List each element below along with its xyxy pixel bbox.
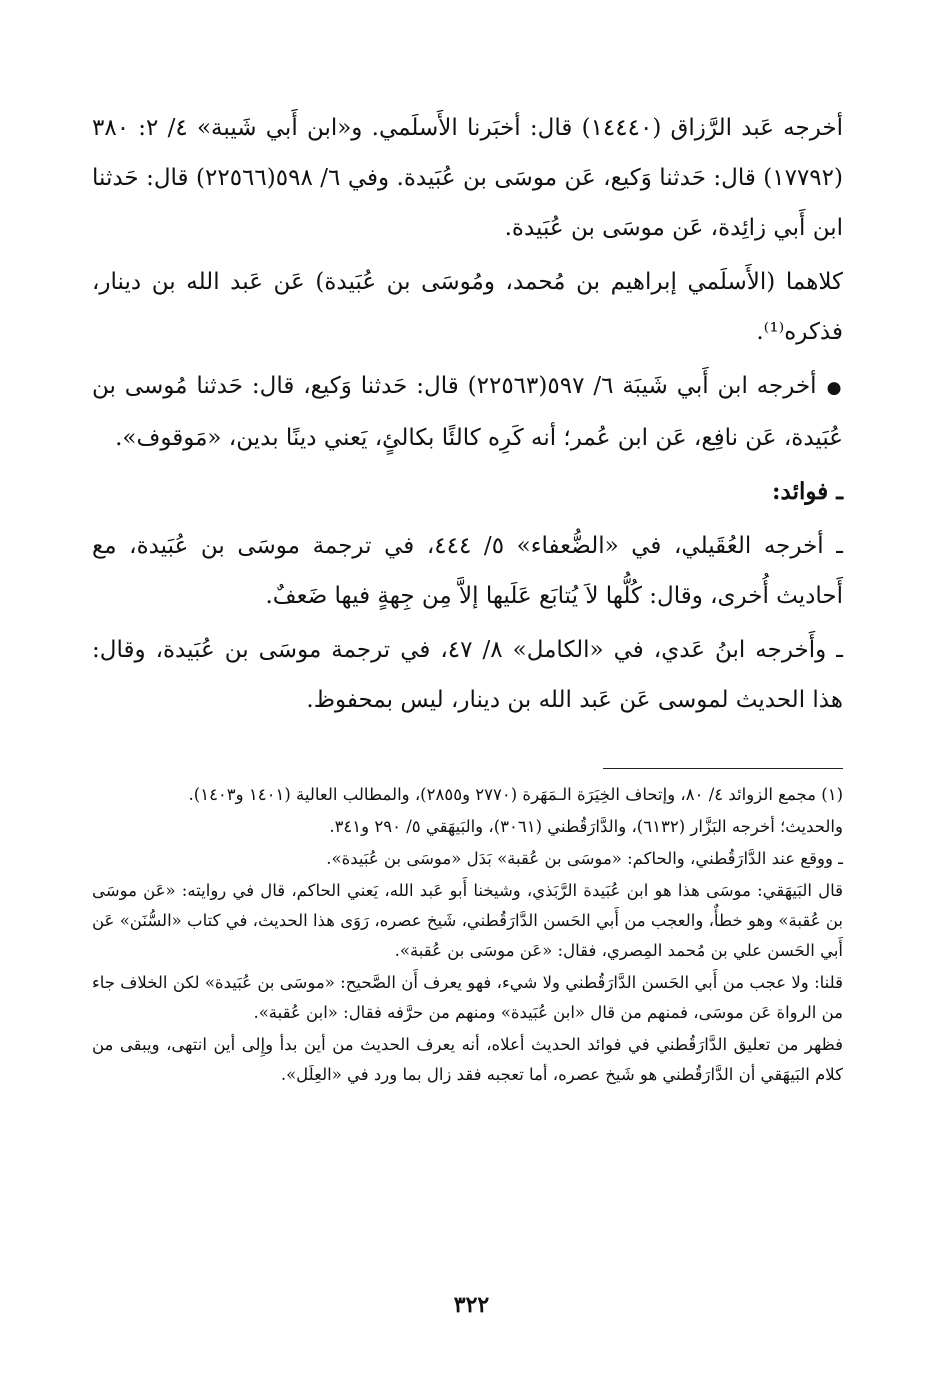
footnotes — [92, 780, 843, 1092]
bullet-paragraph — [92, 361, 843, 463]
footnote-3: ـ ووقع عند الدَّارَقُطني، والحاكم: «موسَى بن عُقبة» بَدَل «موسَى بن عُبَيدة». — [326, 849, 843, 868]
section-heading: ـ فوائد: — [772, 478, 843, 505]
footnote-1: (١) مجمع الزوائد ٤/ ٨٠، وإتحاف الخِيَرَة الـمَهَرة (٢٧٧٠ و٢٨٥٥)، والمطالب العالية (١٤٠١ و١٤٠٣). — [188, 785, 843, 804]
paragraph-1: أخرجه عَبد الرَّزاق (١٤٤٤٠) قال: أخبَرنا الأَسلَمي. و«ابن أَبي شَيبة» ٤/ ٢: ٣٨٠ (١٧٧٩٢) قال: حَدثنا وَكيع، عَن موسَى بن عُبَيدة. وفي ٦/ ٥٩٨(٢٢٥٦٦) قال: حَدثنا ابن أَبي زائِدة، عَن موسَى بن عُبَيدة. — [92, 115, 844, 241]
footnote-2: والحديث؛ أخرجه البَزَّار (٦١٣٢)، والدَّارَقُطني (٣٠٦١)، والبَيهَقي ٥/ ٢٩٠ و٣٤١. — [329, 817, 843, 836]
paragraph-5: ـ وأَخرجه ابنُ عَدي، في «الكامل» ٨/ ٤٧، في ترجمة موسَى بن عُبَيدة، وقال: هذا الحديث لموسى عَن عَبد الله بن دينار، ليس بمحفوظ. — [92, 637, 843, 713]
footnote-5: قلنا: ولا عجب من أَبي الحَسن الدَّارَقُطني ولا شيء، فهو يعرف أَن الصَّحيح: «موسَى بن عُبَيدة» لكن الخلاف جاء من الرواة عَن موسَى، فمنهم من قال «ابن عُبَيدة» ومنهم من حرَّفه فقال: «ابن عُقبة». — [92, 973, 843, 1022]
footnote-6: فظهر من تعليق الدَّارَقُطني في فوائد الحديث أعلاه، أنه يعرف الحديث من أين بدأ وإِلى أين انتهى، ويبقى من كلام البَيهَقي أن الدَّارَقُطني هو شَيخ عصره، أما تعجبه فقد زال بما ورد في «العِلَل». — [92, 1035, 843, 1084]
bullet-paragraph-text: أخرجه ابن أَبي شَيبَة ٦/ ٥٩٧(٢٢٥٦٣) قال: حَدثنا وَكيع، قال: حَدثنا مُوسى بن عُبَيدة، عَن نافِع، عَن ابن عُمر؛ أنه كَرِه كالئًا بكالئٍ، يَعني دينًا بدين، «مَوقوف». — [92, 373, 843, 451]
page-number: ٣٢٢ — [453, 1292, 490, 1318]
paragraph-2: كلاهما (الأَسلَمي إبراهيم بن مُحمد، ومُوسَى بن عُبَيدة) عَن عَبد الله بن دينار، فذكره⁽¹⁾. — [92, 269, 843, 345]
main-text — [92, 103, 843, 729]
footnote-divider — [603, 768, 843, 769]
footnote-4: قال البَيهَقي: موسَى هذا هو ابن عُبَيدة الرَّبَذي، وشيخنا أَبو عَبد الله، يَعني الحاكم، قال في روايته: «عَن موسَى بن عُقبة» وهو خطأٌ، والعجب من أَبي الحَسن الدَّارَقُطني، شَيخ عصره، رَوَى هذا الحديث، في كتاب «السُّنَن» عَن أَبي الحَسن علي بن مُحمد المِصري، فقال: «عَن موسَى بن عُقبة». — [92, 881, 843, 960]
paragraph-4: ـ أخرجه العُقَيلي، في «الضُّعفاء» ٥/ ٤٤٤، في ترجمة موسَى بن عُبَيدة، مع أَحاديث أُخرى، وقال: كُلُّها لاَ يُتابَع عَلَيها إلاَّ مِن جِهةٍ فيها ضَعفٌ. — [92, 533, 844, 609]
